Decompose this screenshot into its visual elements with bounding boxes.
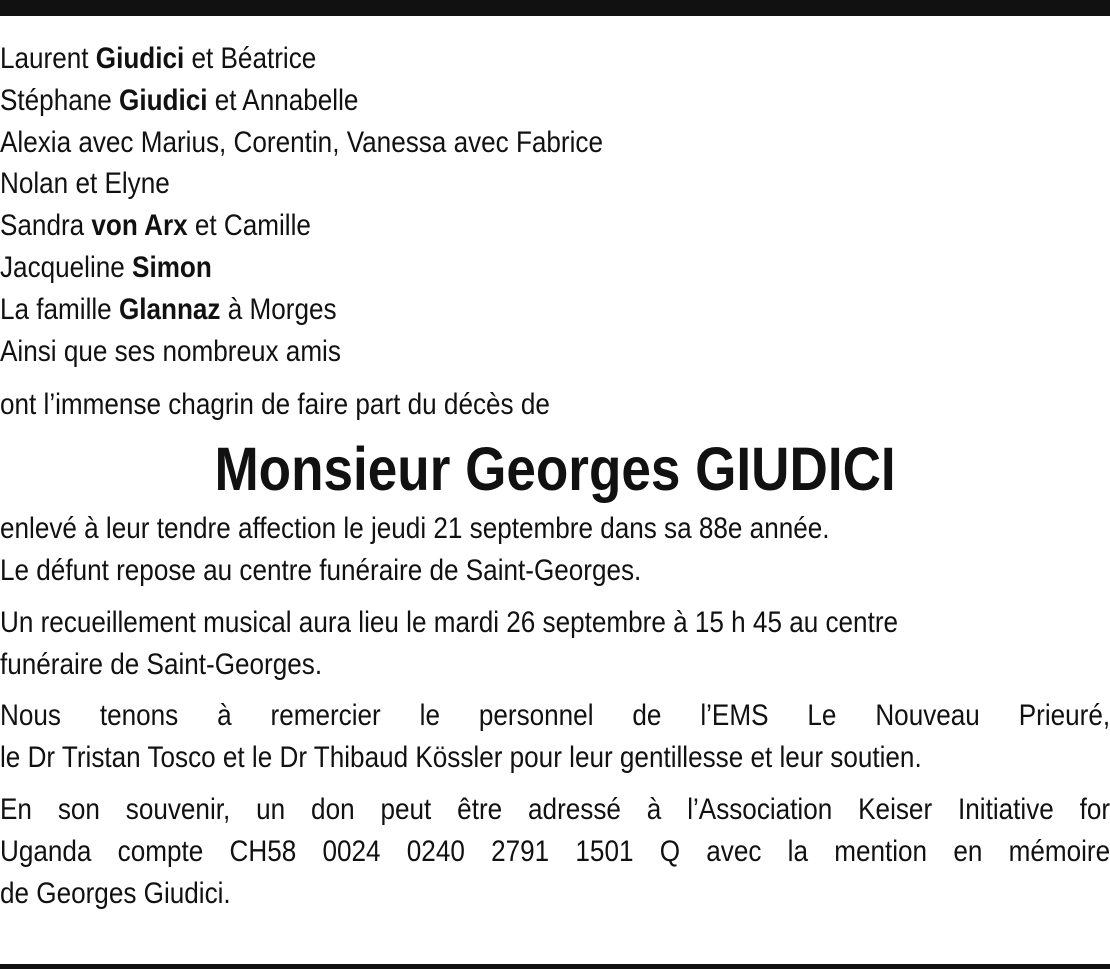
family-line	[0, 163, 1110, 205]
family-text: Jacqueline	[0, 250, 133, 284]
paragraph-line: Nous tenons à remercier le personnel de l’EMS Le Nouveau Prieuré,	[0, 699, 1110, 733]
paragraph-line: funéraire de Saint-Georges.	[0, 647, 323, 681]
bottom-rule	[0, 964, 1110, 969]
family-surname: von Arx	[91, 209, 188, 243]
family-text: Nolan et Elyne	[0, 167, 170, 201]
family-line	[0, 331, 1110, 373]
family-surname: Giudici	[119, 83, 208, 117]
family-text: à Morges	[220, 292, 337, 326]
paragraph-line: le Dr Tristan Tosco et le Dr Thibaud Kössler pour leur gentillesse et leur soutien.	[0, 741, 922, 775]
paragraph-passing	[0, 508, 1110, 592]
family-line	[0, 205, 1110, 247]
family-surname: Simon	[132, 250, 212, 284]
family-line	[0, 38, 1110, 80]
family-text: Laurent	[0, 42, 96, 75]
deceased-name: Monsieur Georges GIUDICI	[214, 435, 896, 504]
family-line	[0, 289, 1110, 331]
paragraph-line: En son souvenir, un don peut être adressé à l’Association Keiser Initiative for	[0, 792, 1110, 826]
obituary-notice	[0, 38, 1110, 914]
family-text: Alexia avec Marius, Corentin, Vanessa avec Fabrice	[0, 125, 603, 159]
family-text: et Béatrice	[184, 42, 317, 75]
paragraph-donation	[0, 789, 1110, 914]
family-surname: Giudici	[95, 42, 185, 75]
family-text: Stéphane	[0, 83, 120, 117]
family-line	[0, 247, 1110, 289]
top-rule	[0, 0, 1110, 16]
family-text: et Annabelle	[207, 83, 359, 117]
family-text: et Camille	[187, 209, 311, 243]
family-surname: Glannaz	[118, 292, 221, 326]
family-line	[0, 80, 1110, 122]
family-text: Sandra	[0, 209, 92, 243]
paragraph-line: Le défunt repose au centre funéraire de Saint-Georges.	[0, 553, 642, 587]
paragraph-line: Uganda compte CH58 0024 0240 2791 1501 Q avec la mention en mémoire	[0, 834, 1110, 868]
family-text: La famille	[0, 292, 119, 326]
paragraph-line: de Georges Giudici.	[0, 876, 231, 910]
family-list	[0, 38, 1110, 372]
family-text: Ainsi que ses nombreux amis	[0, 334, 341, 368]
paragraph-ceremony	[0, 602, 1110, 686]
family-line	[0, 122, 1110, 164]
paragraph-thanks	[0, 695, 1110, 779]
paragraph-line: Un recueillement musical aura lieu le mardi 26 septembre à 15 h 45 au centre	[0, 605, 899, 639]
paragraph-line: enlevé à leur tendre affection le jeudi 21 septembre dans sa 88e année.	[0, 512, 830, 546]
announcement-intro: ont l’immense chagrin de faire part du décès de	[0, 388, 550, 422]
